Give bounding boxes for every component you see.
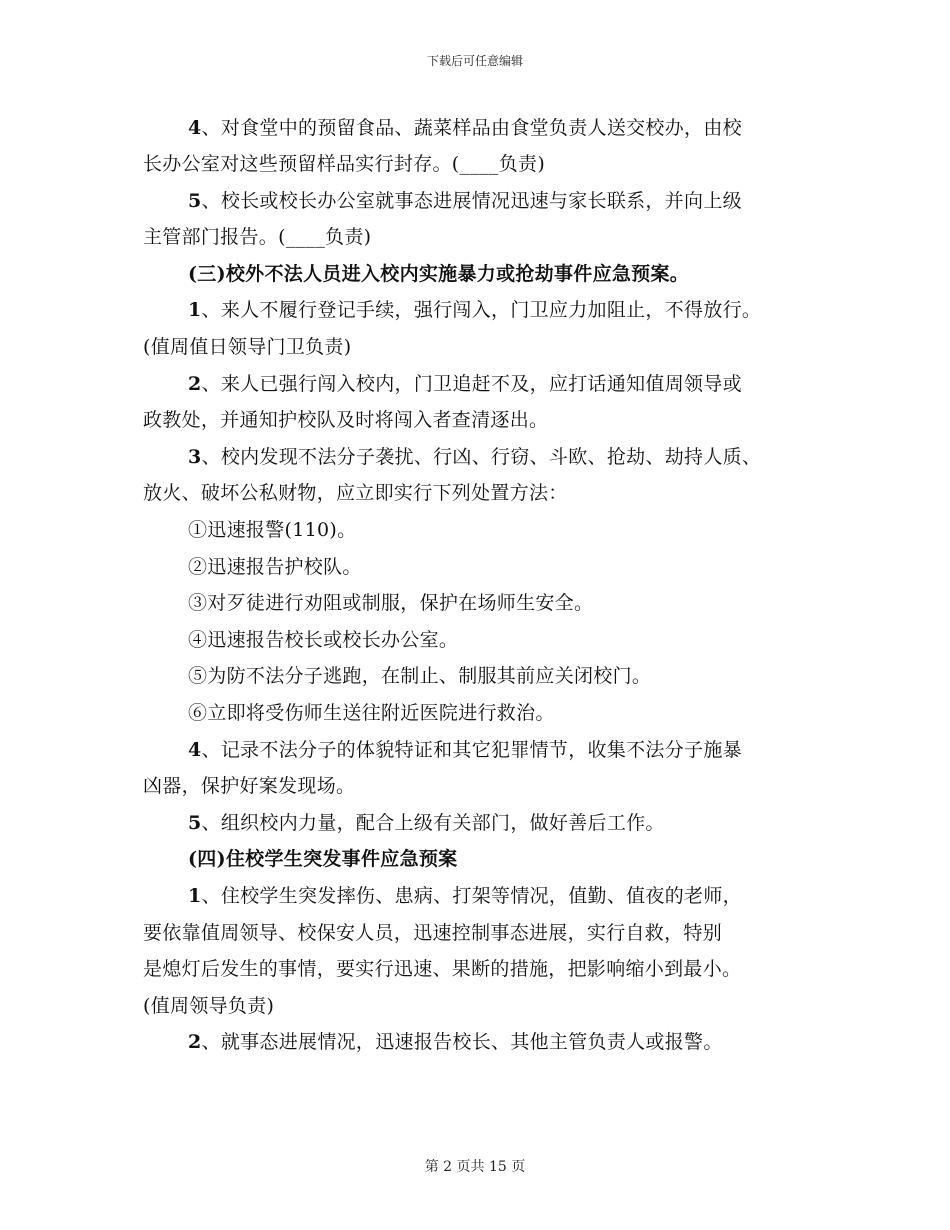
paragraph-line: 5、校长或校长办公室就事态进展情况迅速与家长联系，并向上级 <box>188 190 742 212</box>
paragraph-line: 2、来人已强行闯入校内，门卫追赶不及，应打话通知值周领导或 <box>188 373 742 395</box>
paragraph-line: 放火、破坏公私财物，应立即实行下列处置方法： <box>143 482 568 504</box>
paragraph-line: (值周领导负责) <box>143 995 275 1017</box>
paragraph-line: 1、来人不履行登记手续，强行闯入，门卫应力加阻止，不得放行。 <box>188 299 762 321</box>
paragraph-line: 5、组织校内力量，配合上级有关部门，做好善后工作。 <box>188 812 665 834</box>
section-heading: (三)校外不法人员进入校内实施暴力或抢劫事件应急预案。 <box>188 263 690 285</box>
list-item: ⑤为防不法分子逃跑，在制止、制服其前应关闭校门。 <box>188 665 652 687</box>
paragraph-line: 4、记录不法分子的体貌特证和其它犯罪情节，收集不法分子施暴 <box>188 739 742 761</box>
paragraph-line: 政教处，并通知护校队及时将闯入者查清逐出。 <box>143 409 549 431</box>
page-footer: 第 2 页共 15 页 <box>424 1159 526 1175</box>
list-item: ②迅速报告护校队。 <box>188 556 362 578</box>
paragraph-line: 1、住校学生突发摔伤、患病、打架等情况，值勤、值夜的老师， <box>188 885 742 907</box>
paragraph-line: 3、校内发现不法分子袭扰、行凶、行窃、斗欧、抢劫、劫持人质、 <box>188 446 762 468</box>
list-item: ④迅速报告校长或校长办公室。 <box>188 629 459 651</box>
paragraph-line: 凶器，保护好案发现场。 <box>143 775 356 797</box>
list-item: ⑥立即将受伤师生送往附近医院进行救治。 <box>188 702 555 724</box>
paragraph-line: 4、对食堂中的预留食品、蔬菜样品由食堂负责人送交校办，由校 <box>188 117 742 139</box>
paragraph-line: 要依靠值周领导、校保安人员，迅速控制事态进展，实行自救，特别 <box>143 922 723 944</box>
paragraph-line: 2、就事态进展情况，迅速报告校长、其他主管负责人或报警。 <box>188 1031 723 1053</box>
paragraph-line: (值周值日领导门卫负责) <box>143 336 352 358</box>
list-item: ①迅速报警(110)。 <box>188 519 357 541</box>
paragraph-line: 是熄灯后发生的事情，要实行迅速、果断的措施，把影响缩小到最小。 <box>143 958 742 980</box>
page-header: 下载后可任意编辑 <box>426 54 523 68</box>
paragraph-line: 主管部门报告。(____负责) <box>143 226 372 248</box>
list-item: ③对歹徒进行劝阻或制服，保护在场师生安全。 <box>188 592 594 614</box>
paragraph-line: 长办公室对这些预留样品实行封存。(____负责) <box>143 153 546 175</box>
section-heading: (四)住校学生突发事件应急预案 <box>188 848 458 870</box>
